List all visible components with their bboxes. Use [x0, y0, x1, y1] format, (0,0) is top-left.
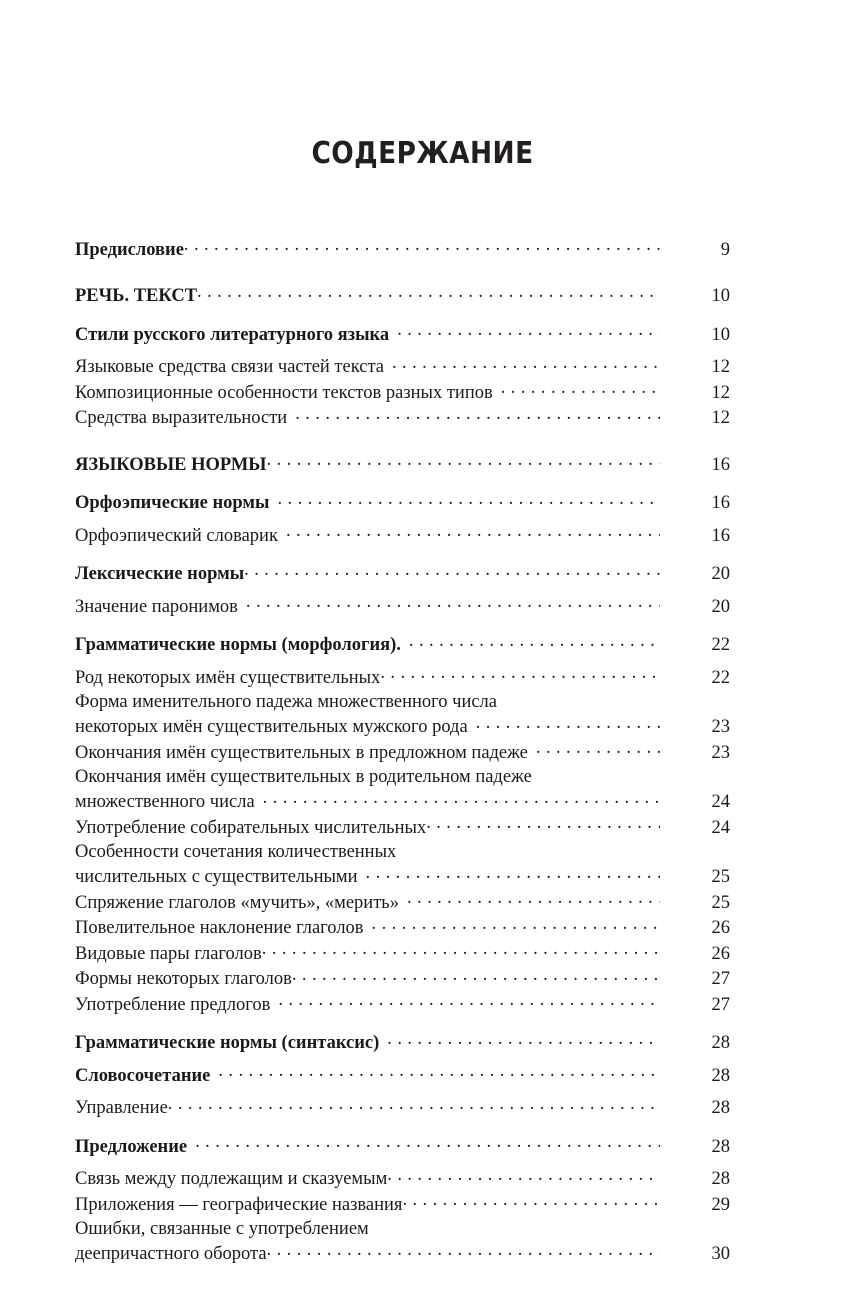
dot-leader — [263, 789, 660, 808]
toc-entry-page-number: 20 — [711, 564, 730, 584]
toc-entry[interactable] — [75, 561, 730, 587]
dot-leader — [292, 966, 660, 985]
toc-entry[interactable] — [75, 966, 730, 992]
dot-leader — [426, 814, 660, 833]
dot-leader — [372, 915, 660, 934]
toc-entry-label: Употребление собирательных числительных — [75, 817, 427, 838]
toc-entry[interactable] — [75, 632, 730, 658]
dot-leader — [366, 864, 660, 883]
toc-entry-label: Композиционные особенности текстов разных типов — [75, 382, 493, 403]
toc-entry-page-number: 16 — [711, 493, 730, 513]
toc-entry-label: Грамматические нормы (синтаксис) — [75, 1033, 380, 1053]
toc-entry-label: деепричастного оборота — [75, 1244, 267, 1264]
toc-entry[interactable] — [75, 1191, 730, 1217]
toc-entry[interactable] — [75, 1030, 730, 1056]
toc-entry-page-number: 24 — [711, 792, 730, 812]
toc-entry[interactable] — [75, 664, 730, 690]
toc-entry-label: ЯЗЫКОВЫЕ НОРМЫ — [75, 454, 267, 475]
page-title: СОДЕРЖАНИЕ — [311, 136, 534, 171]
dot-leader — [295, 405, 660, 424]
toc-entry-page-number: 25 — [711, 867, 730, 887]
dot-leader — [168, 1095, 660, 1114]
toc-entry-label: Окончания имён существительных в предложном падеже — [75, 742, 528, 763]
toc-entry-page-number: 26 — [711, 943, 730, 964]
toc-entry[interactable] — [75, 283, 730, 309]
toc-entry-label: Окончания имён существительных в родительном падеже — [75, 766, 532, 787]
toc-entry-page-number: 9 — [720, 239, 730, 260]
dot-leader — [392, 354, 660, 373]
toc-entry-page-number: 12 — [711, 408, 730, 428]
toc-entry[interactable] — [75, 690, 730, 714]
toc-entry-page-number: 28 — [711, 1136, 730, 1157]
dot-leader — [476, 714, 660, 733]
toc-entry-label: Управление — [75, 1098, 168, 1118]
toc-entry-label: Спряжение глаголов «мучить», «мерить» — [75, 892, 399, 913]
dot-leader — [402, 1191, 660, 1210]
dot-leader — [197, 283, 660, 302]
dot-leader — [536, 739, 660, 758]
toc-entry[interactable] — [75, 1166, 730, 1192]
toc-entry[interactable] — [75, 354, 730, 380]
toc-entry[interactable] — [75, 889, 730, 915]
toc-entry-page-number: 10 — [711, 286, 730, 306]
dot-leader — [286, 522, 660, 541]
toc-entry-label: Языковые средства связи частей текста — [75, 357, 384, 377]
toc-entry-page-number: 28 — [711, 1169, 730, 1189]
toc-entry[interactable] — [75, 1133, 730, 1159]
toc-entry[interactable] — [75, 405, 730, 431]
dot-leader — [397, 321, 660, 340]
toc-entry-page-number: 23 — [711, 717, 730, 737]
table-of-contents-list — [75, 236, 730, 1266]
toc-entry-label: Связь между подлежащим и сказуемым — [75, 1169, 388, 1189]
toc-entry[interactable] — [75, 593, 730, 619]
dot-leader — [278, 991, 660, 1010]
dot-leader — [218, 1062, 660, 1081]
toc-entry[interactable] — [75, 1241, 730, 1267]
toc-entry[interactable] — [75, 789, 730, 815]
toc-entry-label: Грамматические нормы (морфология). — [75, 635, 401, 655]
toc-entry-page-number: 26 — [711, 918, 730, 938]
toc-entry-label: Словосочетание — [75, 1065, 211, 1086]
dot-leader — [184, 236, 660, 255]
toc-entry-label: Ошибки, связанные с употреблением — [75, 1218, 369, 1239]
toc-entry-page-number: 20 — [711, 596, 730, 617]
toc-entry-label: Повелительное наклонение глаголов — [75, 918, 364, 938]
toc-entry-page-number: 28 — [711, 1098, 730, 1118]
toc-entry-label: Значение паронимов — [75, 596, 238, 617]
toc-entry-page-number: 24 — [711, 817, 730, 838]
toc-entry-label: Орфоэпический словарик — [75, 525, 278, 546]
toc-entry-page-number: 12 — [711, 382, 730, 403]
dot-leader — [407, 889, 660, 908]
dot-leader — [266, 451, 660, 470]
toc-entry-label: некоторых имён существительных мужского рода — [75, 717, 468, 737]
toc-entry-page-number: 16 — [711, 525, 730, 546]
toc-entry-label: числительных с существительными — [75, 867, 358, 887]
toc-entry-label: Стили русского литературного языка — [75, 324, 390, 345]
toc-entry-page-number: 10 — [711, 324, 730, 345]
toc-entry-page-number: 25 — [711, 892, 730, 913]
dot-leader — [387, 1030, 660, 1049]
toc-entry[interactable] — [75, 379, 730, 405]
toc-entry-label: Орфоэпические нормы — [75, 493, 270, 513]
toc-entry-label: Предложение — [75, 1136, 188, 1157]
dot-leader — [380, 664, 660, 683]
toc-entry-label: Род некоторых имён существительных — [75, 667, 381, 688]
toc-entry-label: Видовые пары глаголов — [75, 943, 262, 964]
toc-entry[interactable] — [75, 991, 730, 1017]
toc-entry-label: Употребление предлогов — [75, 994, 271, 1015]
toc-entry-page-number: 22 — [711, 667, 730, 688]
toc-entry-label: множественного числа — [75, 792, 255, 812]
toc-entry-label: Форма именительного падежа множественного числа — [75, 691, 497, 712]
toc-entry-label: Формы некоторых глаголов — [75, 969, 292, 989]
dot-leader — [246, 593, 660, 612]
dot-leader — [277, 490, 660, 509]
toc-entry-page-number: 27 — [711, 969, 730, 989]
dot-leader — [501, 379, 660, 398]
toc-entry[interactable] — [75, 915, 730, 941]
dot-leader — [244, 561, 660, 580]
toc-entry-page-number: 22 — [711, 635, 730, 655]
toc-entry[interactable] — [75, 451, 730, 477]
toc-entry[interactable] — [75, 1095, 730, 1121]
dot-leader — [262, 940, 660, 959]
toc-entry[interactable] — [75, 765, 730, 789]
toc-entry[interactable] — [75, 321, 730, 347]
toc-entry-page-number: 30 — [711, 1244, 730, 1264]
toc-entry[interactable] — [75, 840, 730, 864]
toc-entry[interactable] — [75, 714, 730, 740]
toc-entry[interactable] — [75, 739, 730, 765]
toc-entry-page-number: 27 — [711, 994, 730, 1015]
toc-entry[interactable] — [75, 1217, 730, 1241]
toc-entry-page-number: 29 — [711, 1194, 730, 1215]
dot-leader — [267, 1241, 660, 1260]
toc-entry-page-number: 12 — [711, 357, 730, 377]
toc-entry[interactable] — [75, 236, 730, 262]
toc-entry[interactable] — [75, 814, 730, 840]
toc-entry[interactable] — [75, 1062, 730, 1088]
toc-entry[interactable] — [75, 864, 730, 890]
toc-entry-label: РЕЧЬ. ТЕКСТ — [75, 286, 198, 306]
toc-entry-page-number: 23 — [711, 742, 730, 763]
toc-entry[interactable] — [75, 940, 730, 966]
toc-entry[interactable] — [75, 490, 730, 516]
dot-leader — [409, 632, 660, 651]
toc-entry-page-number: 28 — [711, 1033, 730, 1053]
toc-entry-label: Лексические нормы — [75, 564, 245, 584]
toc-entry-label: Особенности сочетания количественных — [75, 841, 397, 862]
dot-leader — [195, 1133, 660, 1152]
toc-entry[interactable] — [75, 522, 730, 548]
toc-entry-page-number: 28 — [711, 1065, 730, 1086]
toc-entry-label: Предисловие — [75, 239, 184, 260]
toc-entry-label: Приложения — географические названия — [75, 1194, 403, 1215]
dot-leader — [387, 1166, 660, 1185]
toc-entry-page-number: 16 — [711, 454, 730, 475]
toc-entry-label: Средства выразительности — [75, 408, 288, 428]
